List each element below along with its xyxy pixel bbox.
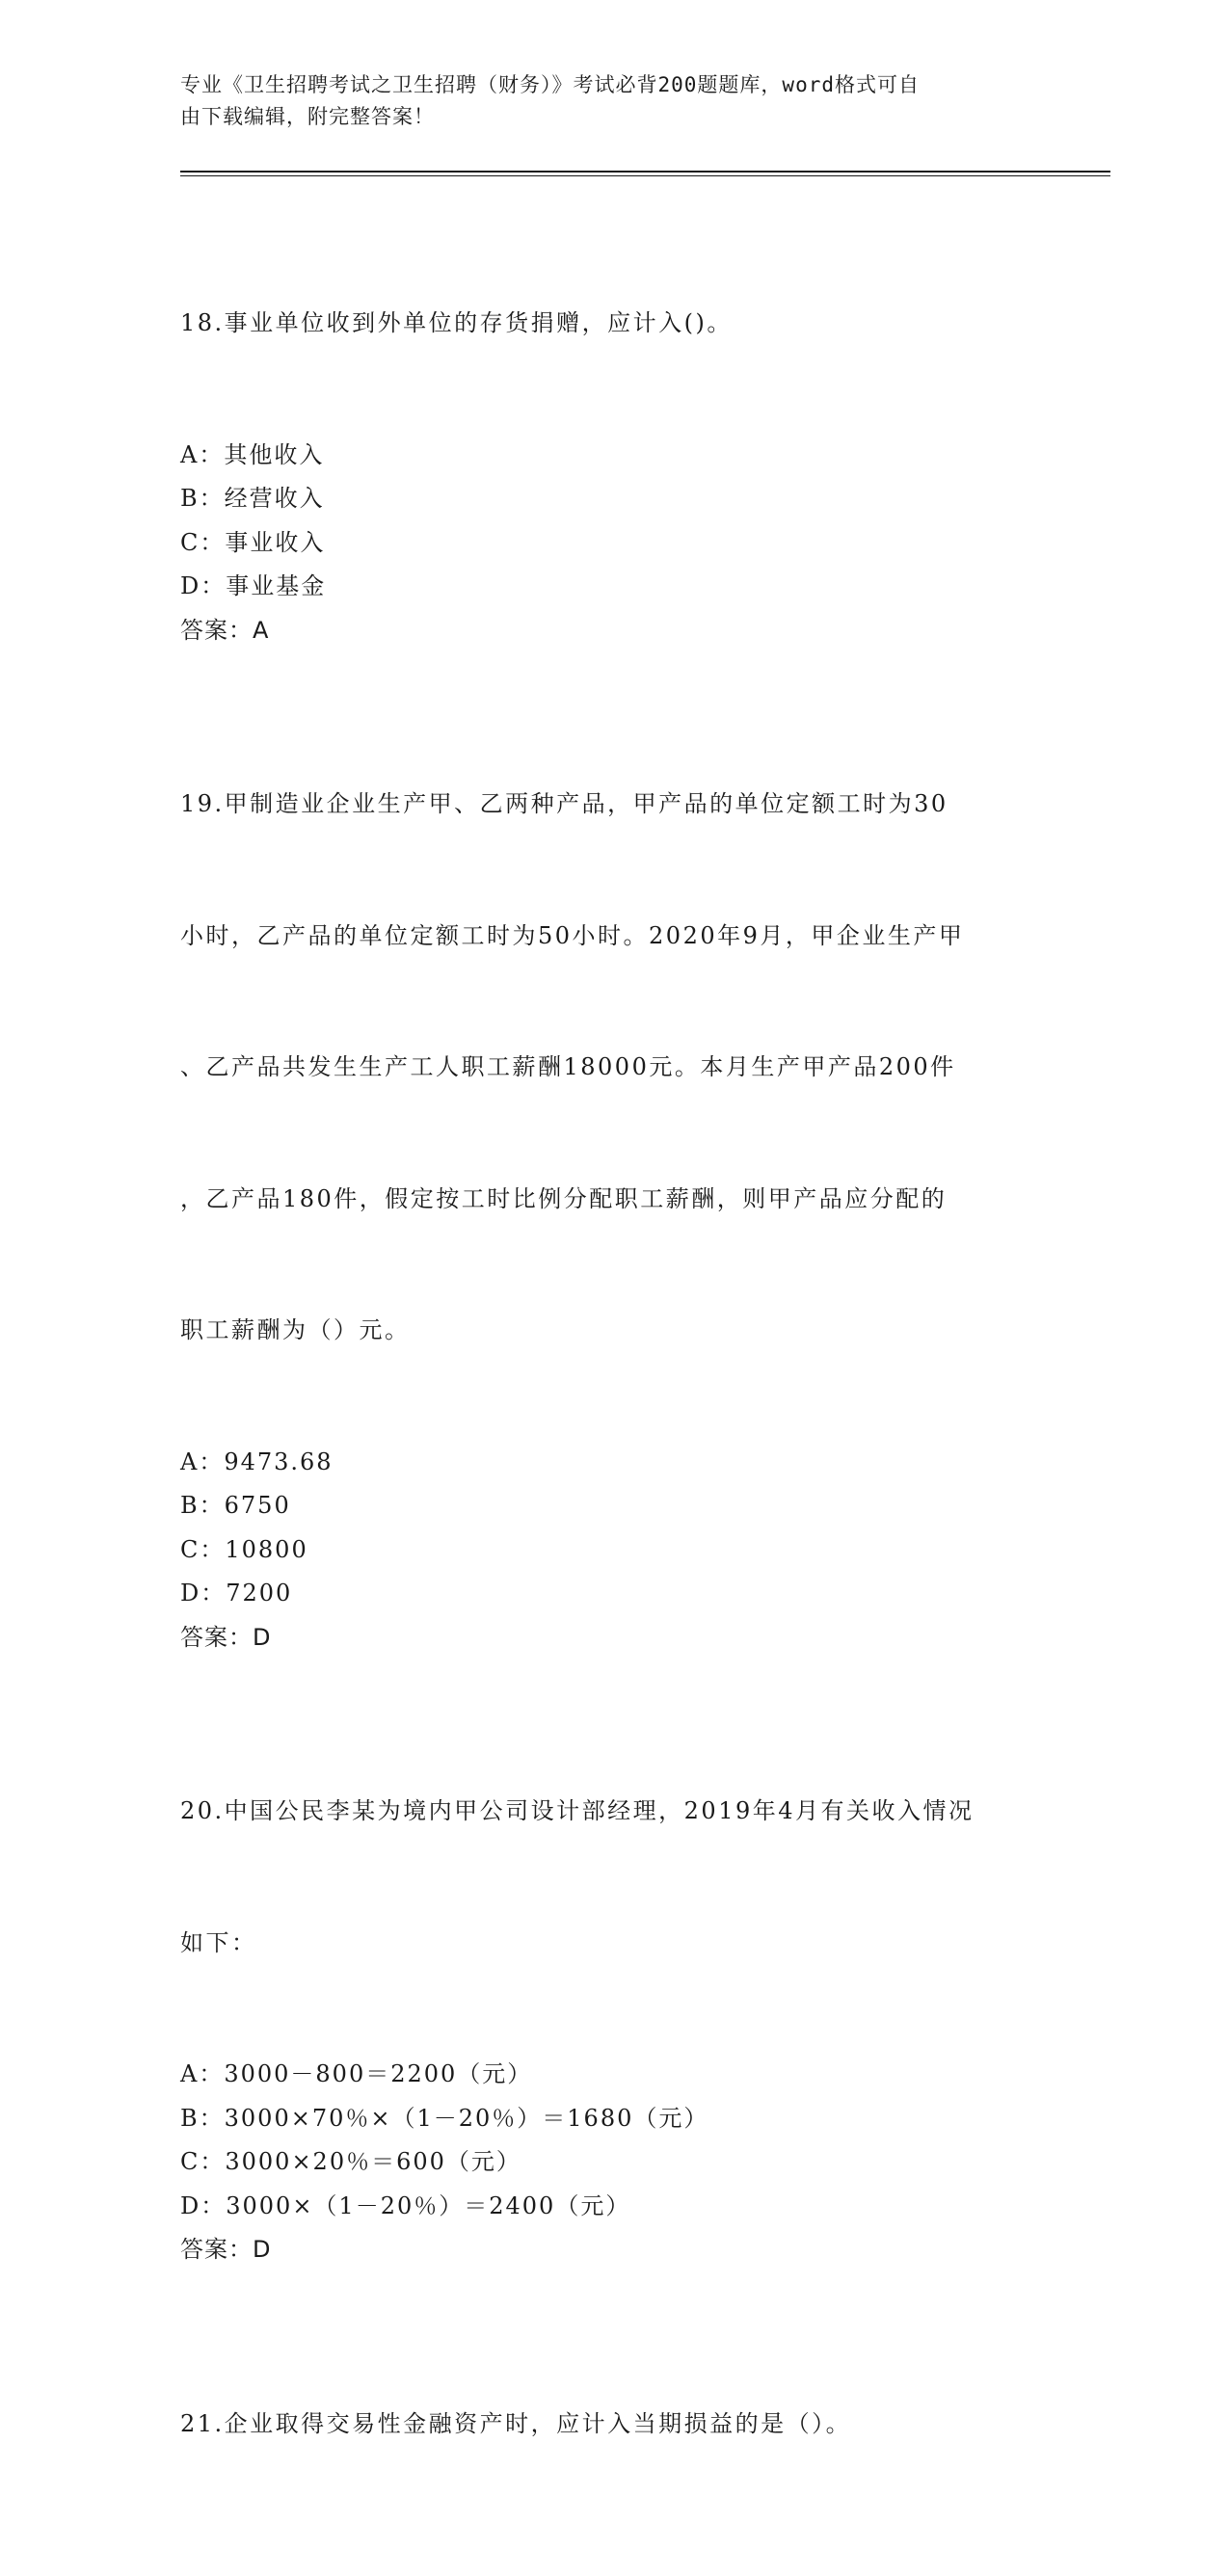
question-21: [180, 2315, 1048, 2535]
header-divider-thin: [180, 175, 1110, 176]
option-c: C：事业收入: [180, 528, 326, 556]
question-19: [180, 695, 1048, 1660]
stem-line: 19.甲制造业企业生产甲、乙两种产品，甲产品的单位定额工时为30: [180, 790, 948, 817]
stem-line: 、乙产品共发生生产工人职工薪酬18000元。本月生产甲产品200件: [180, 1053, 956, 1080]
question-stem: [180, 214, 1048, 434]
question-stem: [180, 695, 1048, 1441]
option-c: C：10800: [180, 1535, 308, 1563]
stem-line: 职工薪酬为（）元。: [180, 1316, 411, 1343]
option-a: A：其他收入: [180, 440, 325, 468]
stem-line: 21.企业取得交易性金融资产时，应计入当期损益的是（）。: [180, 2409, 852, 2437]
question-list: [180, 214, 1048, 2576]
option-c: C：3000×20％＝600（元）: [180, 2148, 521, 2175]
option-b: B：经营收入: [180, 485, 325, 512]
stem-line: ，乙产品180件，假定按工时比例分配职工薪酬，则甲产品应分配的: [180, 1184, 948, 1212]
option-b: B：6750: [180, 1492, 291, 1519]
header-line-2: 由下载编辑，附完整答案！: [180, 105, 435, 128]
question-stem: [180, 2315, 1048, 2535]
answer-line: 答案：D: [180, 2236, 272, 2263]
option-d: D：7200: [180, 1580, 293, 1607]
option-d: D：事业基金: [180, 572, 327, 599]
question-stem: [180, 1702, 1048, 2053]
option-b: B：3000×70％×（1－20％）＝1680（元）: [180, 2104, 709, 2132]
answer-line: 答案：D: [180, 1623, 272, 1651]
option-a: A：9473.68: [180, 1447, 334, 1475]
question-18: [180, 214, 1048, 652]
document-header: [180, 69, 1029, 133]
stem-line: 18.事业单位收到外单位的存货捐赠，应计入()。: [180, 309, 733, 336]
header-divider-thick: [180, 171, 1110, 173]
stem-line: 小时，乙产品的单位定额工时为50小时。2020年9月，甲企业生产甲: [180, 921, 965, 949]
option-a: A：3000－800＝2200（元）: [180, 2060, 533, 2087]
stem-line: 20.中国公民李某为境内甲公司设计部经理，2019年4月有关收入情况: [180, 1797, 975, 1824]
option-d: D：3000×（1－20％）＝2400（元）: [180, 2191, 631, 2219]
header-line-1: 专业《卫生招聘考试之卫生招聘（财务）》考试必背200题题库，word格式可自: [180, 73, 920, 96]
stem-line: 如下：: [180, 1928, 257, 1956]
answer-line: 答案：A: [180, 616, 270, 644]
question-20: [180, 1702, 1048, 2272]
